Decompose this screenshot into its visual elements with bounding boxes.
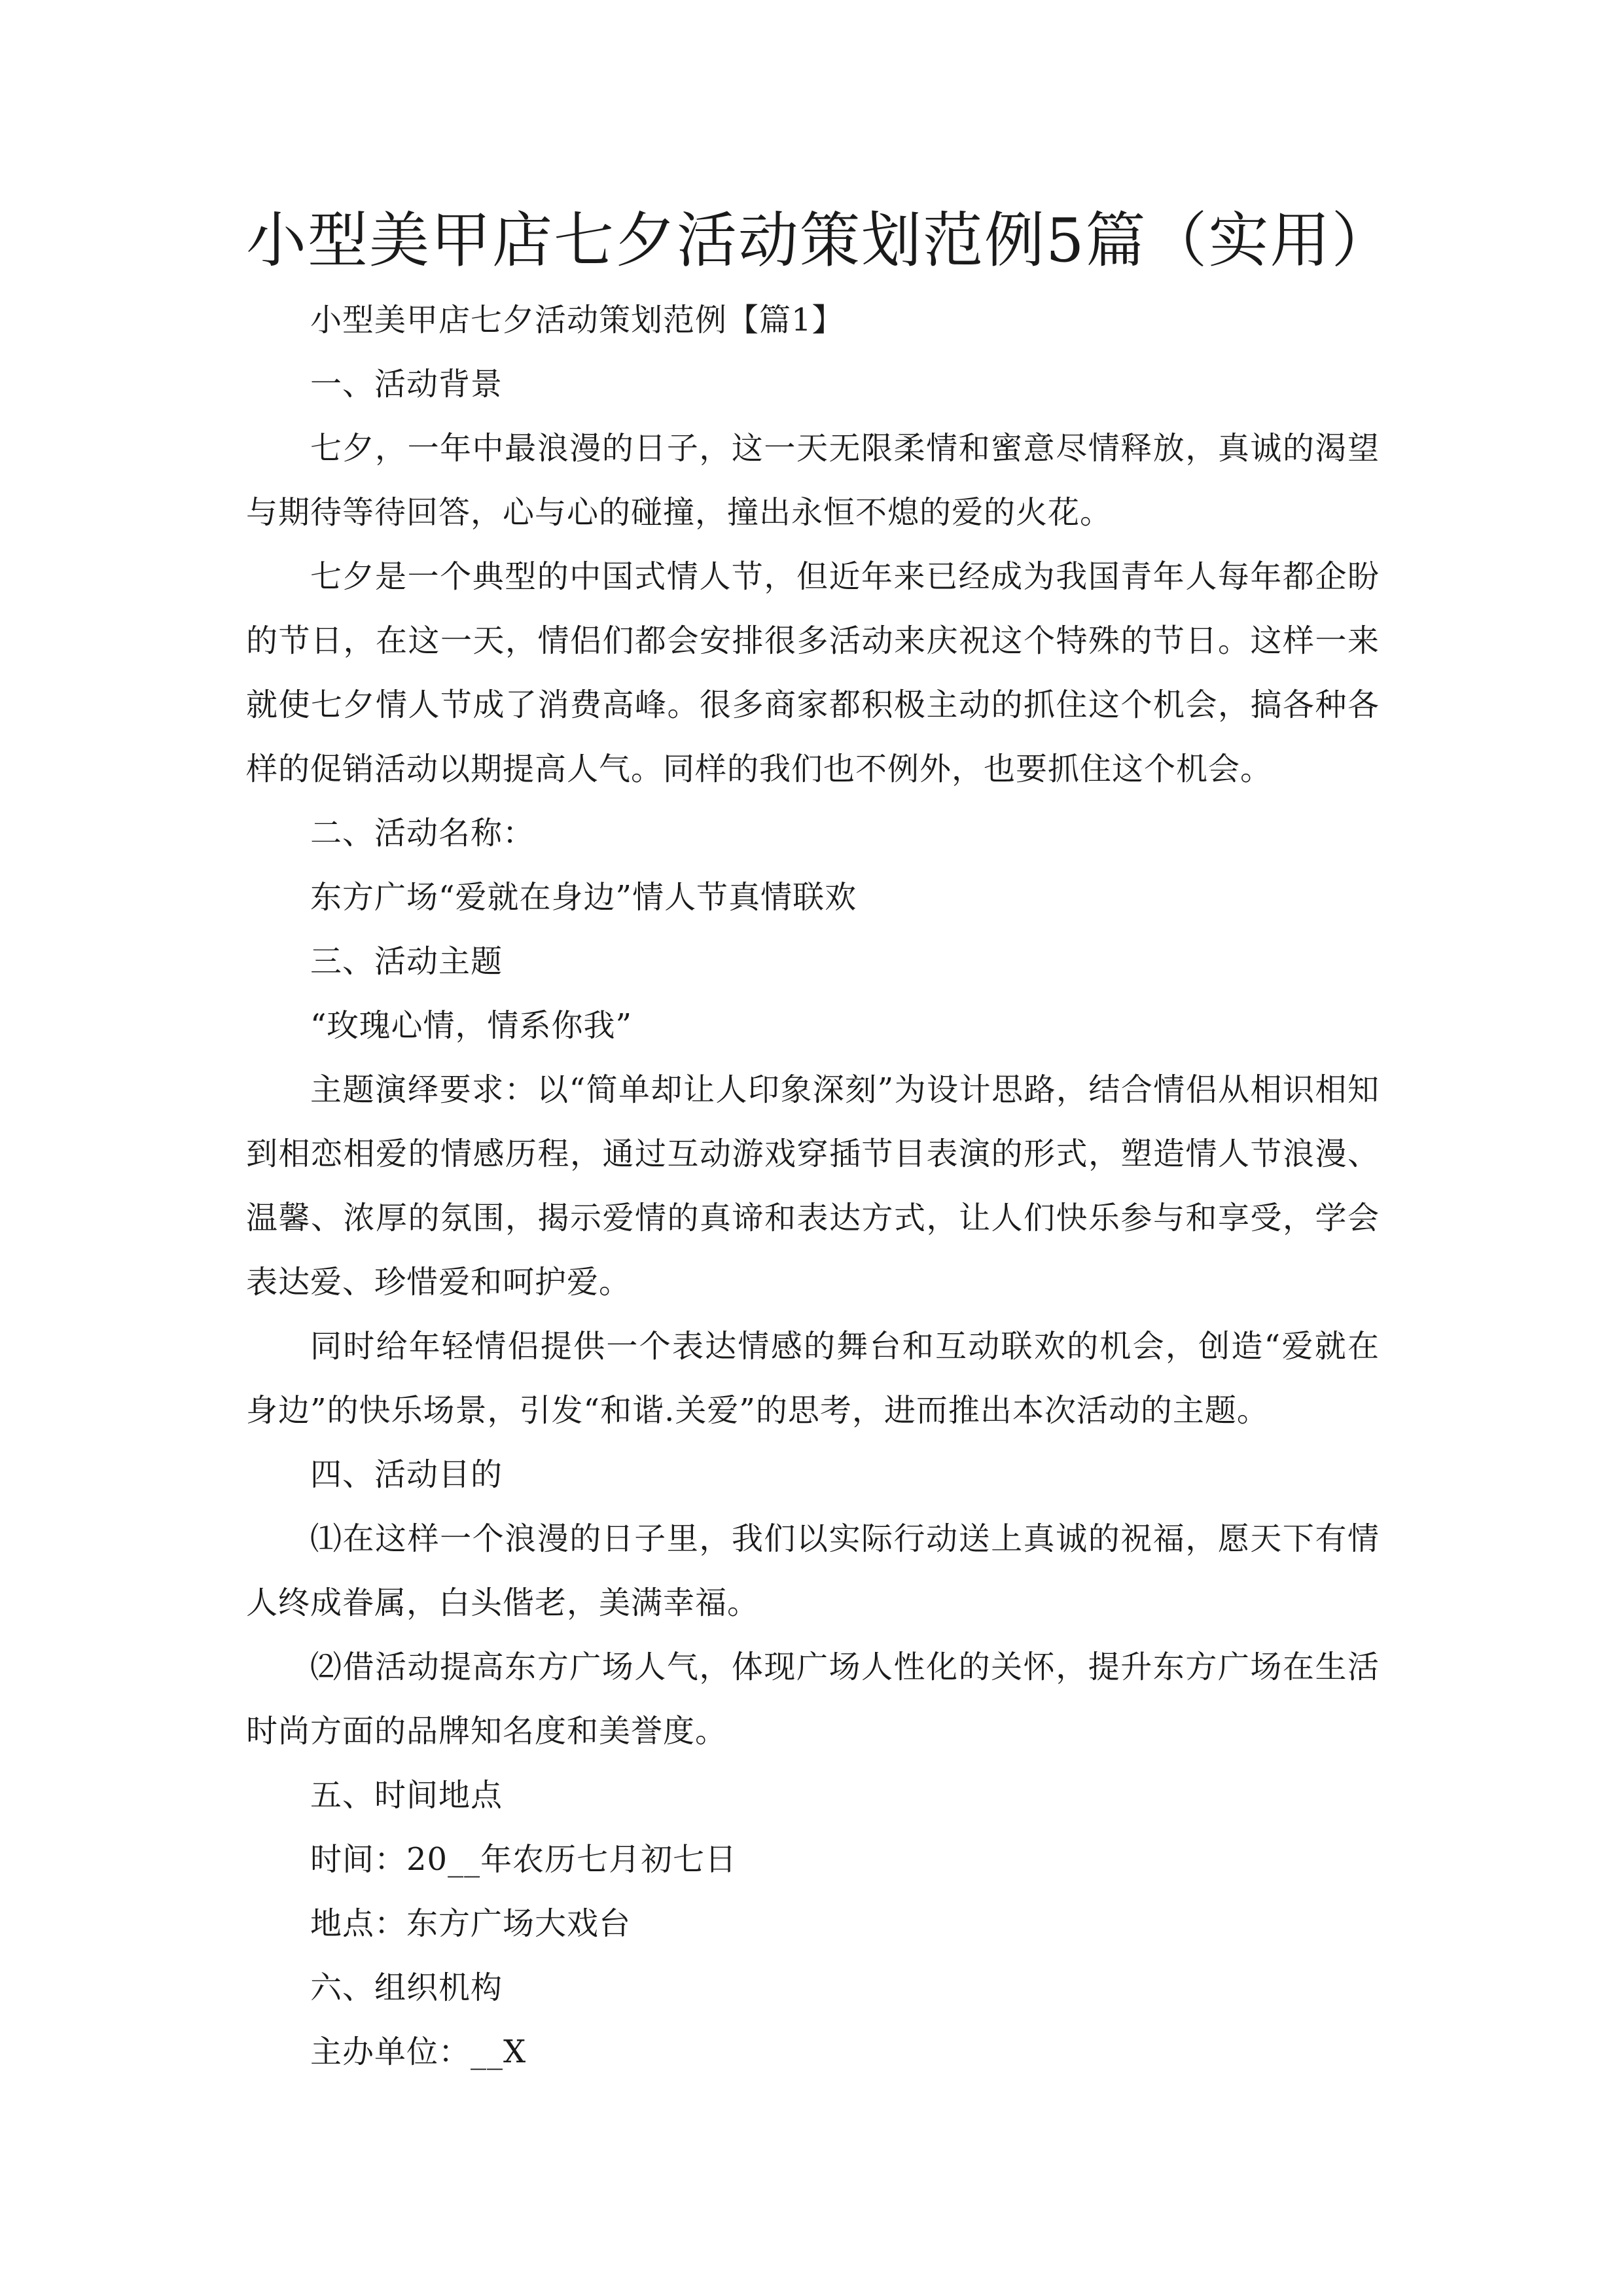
body-paragraph: 主办单位：__X — [310, 2034, 527, 2070]
section-heading: 三、活动主题 — [310, 943, 503, 980]
body-paragraph: 同时给年轻情侣提供一个表达情感的舞台和互动联欢的机会，创造“爱就在身边”的快乐场景，引发“和谐.关爱”的思考，进而推出本次活动的主题。 — [246, 1328, 1380, 1429]
body-paragraph: 东方广场“爱就在身边”情人节真情联欢 — [310, 879, 857, 916]
body-paragraph: ⑴在这样一个浪漫的日子里，我们以实际行动送上真诚的祝福，愿天下有情人终成眷属，白头偕老，美满幸福。 — [246, 1520, 1380, 1621]
section-heading: 六、组织机构 — [310, 1969, 503, 2006]
section-heading: 四、活动目的 — [310, 1456, 503, 1493]
body-paragraph: 地点：东方广场大戏台 — [310, 1905, 632, 1942]
section-heading: 二、活动名称： — [310, 815, 535, 852]
body-paragraph: 主题演绎要求：以“简单却让人印象深刻”为设计思路，结合情侣从相识相知到相恋相爱的情感历程，通过互动游戏穿插节目表演的形式，塑造情人节浪漫、温馨、浓厚的氛围，揭示爱情的真谛和表达方式，让人们快乐参与和享受，学会表达爱、珍惜爱和呵护爱。 — [246, 1071, 1380, 1300]
body-paragraph: 七夕，一年中最浪漫的日子，这一天无限柔情和蜜意尽情释放，真诚的渴望与期待等待回答，心与心的碰撞，撞出永恒不熄的爱的火花。 — [246, 430, 1380, 531]
section-heading: 五、时间地点 — [310, 1777, 503, 1814]
document-body — [246, 288, 1380, 2084]
body-paragraph: 七夕是一个典型的中国式情人节，但近年来已经成为我国青年人每年都企盼的节日，在这一天，情侣们都会安排很多活动来庆祝这个特殊的节日。这样一来就使七夕情人节成了消费高峰。很多商家都积极主动的抓住这个机会，搞各种各样的促销活动以期提高人气。同样的我们也不例外，也要抓住这个机会。 — [246, 558, 1380, 787]
section-heading: 小型美甲店七夕活动策划范例【篇1】 — [310, 302, 844, 338]
section-heading: 一、活动背景 — [310, 366, 503, 403]
body-paragraph: 时间：20__年农历七月初七日 — [310, 1841, 738, 1878]
body-paragraph: ⑵借活动提高东方广场人气，体现广场人性化的关怀，提升东方广场在生活时尚方面的品牌知名度和美誉度。 — [246, 1649, 1380, 1749]
body-paragraph: “玫瑰心情，情系你我” — [310, 1007, 633, 1044]
document-title: 小型美甲店七夕活动策划范例5篇（实用） — [246, 206, 1393, 276]
